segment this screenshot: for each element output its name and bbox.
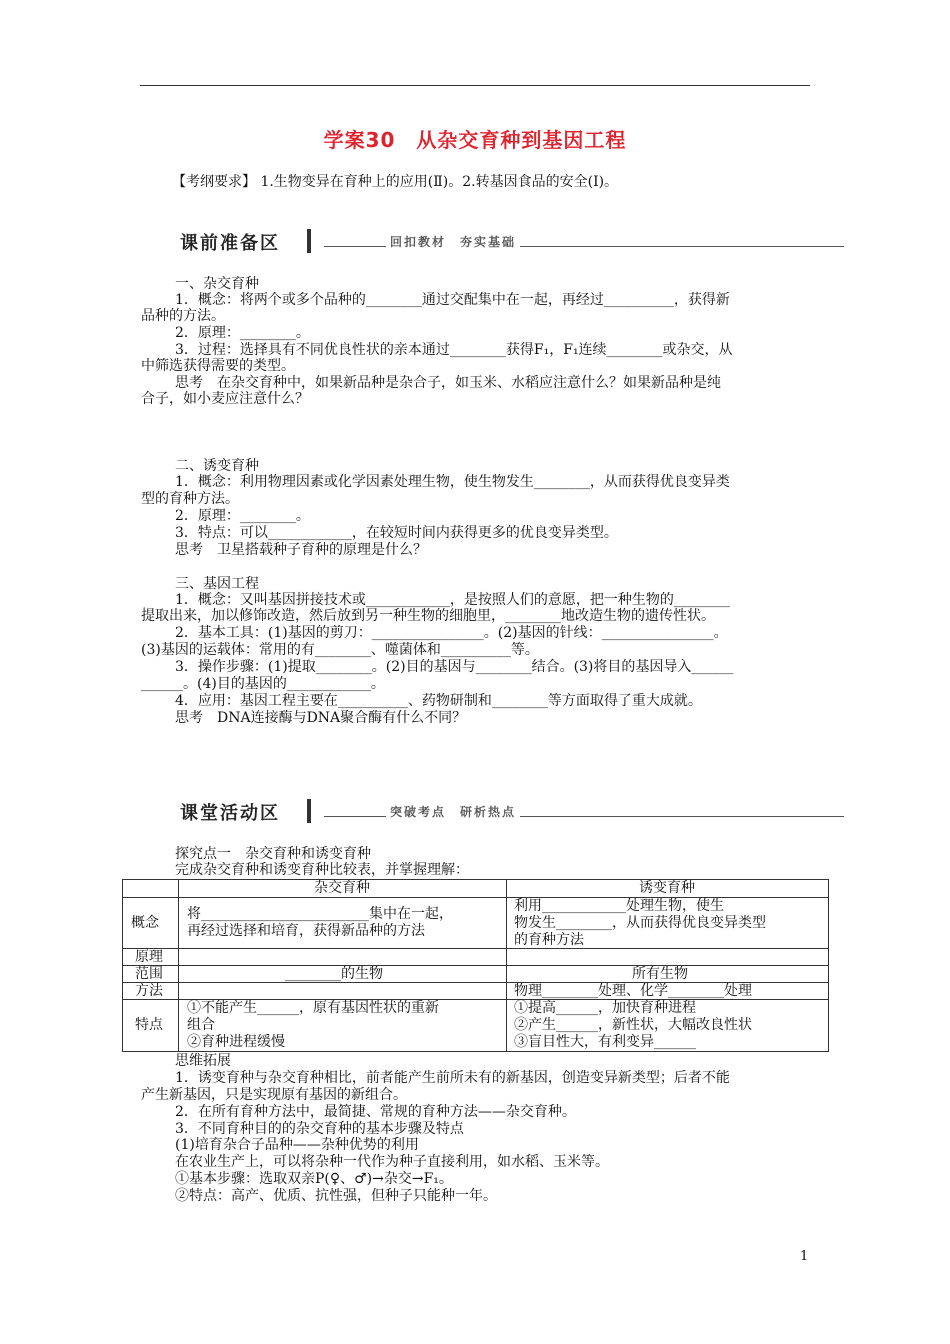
section-bracket bbox=[307, 229, 317, 253]
exam-requirement: 【考纲要求】 1.生物变异在育种上的应用(Ⅱ)。2.转基因食品的安全(Ⅰ)。 bbox=[172, 174, 619, 190]
text-line: 1．概念：利用物理因素或化学因素处理生物，使生物发生________，从而获得优良变异类 bbox=[175, 474, 730, 490]
table-cell: ②育种进程缓慢 bbox=[187, 1034, 285, 1050]
table-cell: 将________________________集中在一起， bbox=[187, 906, 453, 922]
table-divider bbox=[123, 965, 828, 966]
section-title: 课前准备区 bbox=[180, 233, 280, 254]
row-label-method: 方法 bbox=[135, 983, 163, 999]
think-question: 思考 DNA连接酶与DNA聚合酶有什么不同？ bbox=[175, 710, 467, 726]
text-line: 1．诱变育种与杂交育种相比，前者能产生前所未有的新基因，创造变异新类型；后者不能 bbox=[175, 1070, 730, 1086]
section-title: 课堂活动区 bbox=[180, 803, 280, 824]
table-cell: ③盲目性大，有利变异______ bbox=[514, 1034, 696, 1050]
text-line: 型的育种方法。 bbox=[141, 491, 239, 507]
row-label-principle: 原理 bbox=[135, 949, 163, 965]
comparison-table bbox=[122, 879, 829, 1052]
text-line: 中筛选获得需要的类型。 bbox=[141, 358, 295, 374]
row-label-scope: 范围 bbox=[135, 966, 163, 982]
extend-title: 思维拓展 bbox=[175, 1053, 231, 1069]
table-cell: 组合 bbox=[187, 1017, 215, 1033]
text-line: 4．应用：基因工程主要在__________、药物研制和________等方面取得了重大成就。 bbox=[175, 693, 702, 709]
text-line: 3．不同育种目的的杂交育种的基本步骤及特点 bbox=[175, 1121, 464, 1137]
text-line: 品种的方法。 bbox=[141, 308, 225, 324]
table-cell: 物理________处理、化学________处理 bbox=[514, 983, 752, 999]
heading-mutation-breeding: 二、诱变育种 bbox=[175, 458, 259, 474]
page-number: 1 bbox=[800, 1249, 809, 1264]
text-line: 1．概念：将两个或多个品种的________通过交配集中在一起，再经过__________，获得新 bbox=[175, 292, 730, 308]
row-label-concept: 概念 bbox=[131, 915, 159, 931]
text-line: 2．基本工具：(1)基因的剪刀：________________。(2)基因的针线：________________。 bbox=[175, 625, 728, 641]
text-line: 3．特点：可以____________，在较短时间内获得更多的优良变异类型。 bbox=[175, 525, 618, 541]
text-line: 在农业生产上，可以将杂种一代作为种子直接利用，如水稻、玉米等。 bbox=[175, 1154, 609, 1170]
text-line: 1．概念：又叫基因拼接技术或____________，是按照人们的意愿，把一种生物的________ bbox=[175, 592, 730, 608]
text-line: ______。(4)目的基因的____________。 bbox=[141, 676, 385, 692]
section-banner-in-class bbox=[176, 799, 844, 829]
text-line: ①基本步骤：选取双亲P(♀、♂)→杂交→F₁。 bbox=[175, 1171, 453, 1187]
table-cell: 再经过选择和培育，获得新品种的方法 bbox=[187, 923, 425, 939]
table-header-hybrid: 杂交育种 bbox=[314, 880, 370, 896]
heading-genetic-engineering: 三、基因工程 bbox=[175, 576, 259, 592]
text-line: 3．操作步骤：(1)提取________。(2)目的基因与________结合。(3)将目的基因导入______ bbox=[175, 659, 734, 675]
table-cell: 的育种方法 bbox=[514, 932, 584, 948]
text-line: 提取出来，加以修饰改造，然后放到另一种生物的细胞里，________地改造生物的遗传性状。 bbox=[141, 608, 715, 624]
think-question: 合子，如小麦应注意什么？ bbox=[141, 391, 309, 407]
section-banner-pre-class bbox=[176, 229, 844, 259]
explore-intro: 完成杂交育种和诱变育种比较表，并掌握理解： bbox=[175, 862, 469, 878]
table-divider bbox=[123, 948, 828, 949]
text-line: 2．原理：________。 bbox=[175, 325, 310, 341]
text-line: 2．在所有育种方法中，最简捷、常规的育种方法——杂交育种。 bbox=[175, 1104, 576, 1120]
table-cell: ________的生物 bbox=[285, 966, 383, 982]
table-cell: 所有生物 bbox=[632, 966, 688, 982]
table-cell: 利用____________处理生物，使生 bbox=[514, 898, 724, 914]
think-question: 思考 卫星搭载种子育种的原理是什么？ bbox=[175, 542, 427, 558]
row-label-feature: 特点 bbox=[135, 1017, 163, 1033]
text-line: 3．过程：选择具有不同优良性状的亲本通过________获得F₁，F₁连续________或杂交，从 bbox=[175, 342, 733, 358]
page-title: 学案30 从杂交育种到基因工程 bbox=[323, 128, 627, 152]
table-cell: ①不能产生______，原有基因性状的重新 bbox=[187, 1000, 439, 1016]
explore-title: 探究点一 杂交育种和诱变育种 bbox=[175, 846, 371, 862]
section-subtitle: 回扣教材 夯实基础 bbox=[386, 233, 520, 250]
section-subtitle: 突破考点 研析热点 bbox=[386, 803, 520, 820]
table-cell: ①提高______，加快育种进程 bbox=[514, 1000, 696, 1016]
section-bracket bbox=[307, 799, 317, 823]
text-line: 产生新基因，只是实现原有基因的新组合。 bbox=[141, 1087, 407, 1103]
header-rule bbox=[140, 85, 810, 86]
text-line: (3)基因的运载体：常用的有________、噬菌体和__________等。 bbox=[141, 642, 539, 658]
heading-hybrid-breeding: 一、杂交育种 bbox=[175, 276, 259, 292]
text-line: ②特点：高产、优质、抗性强，但种子只能种一年。 bbox=[175, 1188, 497, 1204]
table-cell: ②产生______，新性状，大幅改良性状 bbox=[514, 1017, 752, 1033]
text-line: 2．原理：________。 bbox=[175, 508, 310, 524]
text-line: (1)培育杂合子品种——杂种优势的利用 bbox=[175, 1137, 419, 1153]
table-header-mutation: 诱变育种 bbox=[639, 880, 695, 896]
table-cell: 物发生________，从而获得优良变异类型 bbox=[514, 915, 766, 931]
think-question: 思考 在杂交育种中，如果新品种是杂合子，如玉米、水稻应注意什么？如果新品种是纯 bbox=[175, 375, 721, 391]
